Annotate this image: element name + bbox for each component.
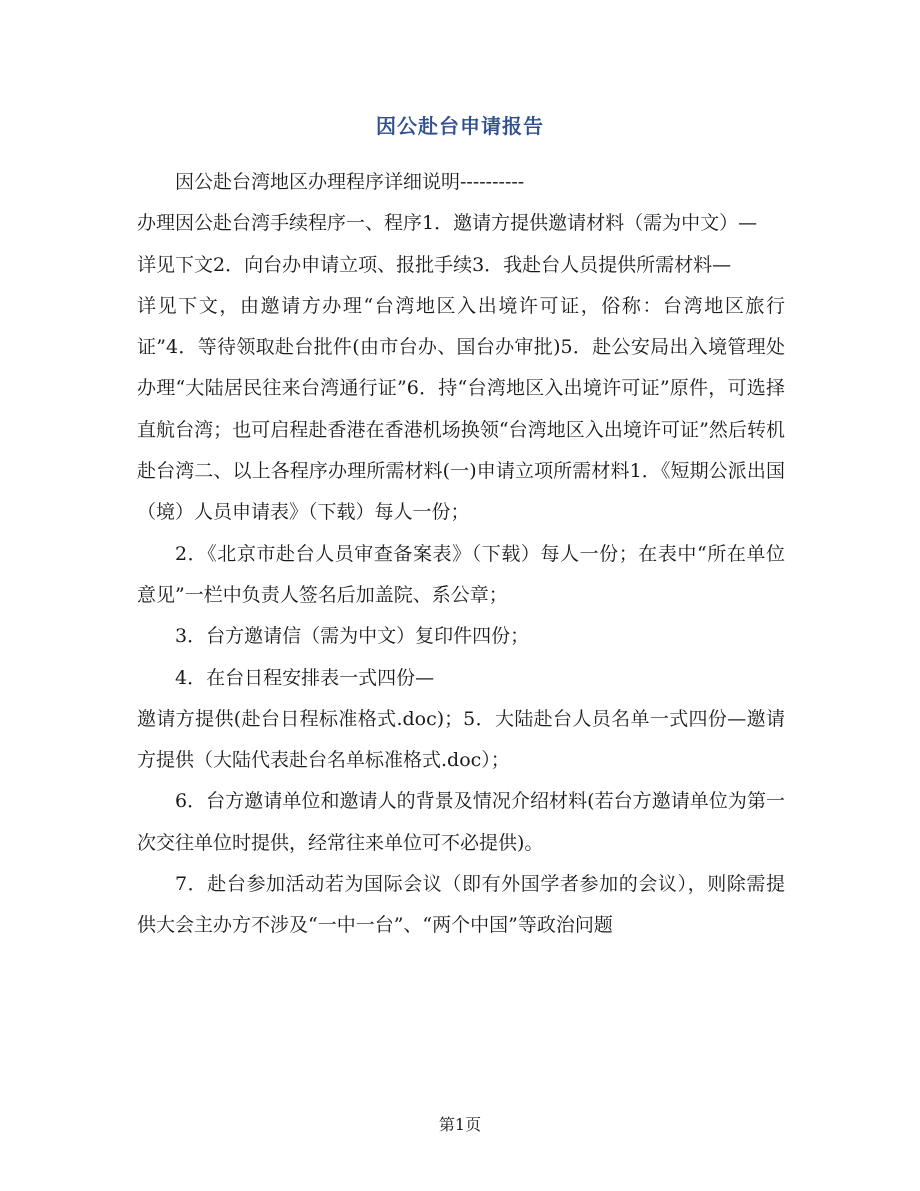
paragraph-7: 4．在台日程安排表一式四份— — [175, 666, 435, 689]
paragraph-5: 2．《北京市赴台人员审查备案表》（下载）每人一份；在表中“所在单位意见”一栏中负责人签名后加盖院、系公章； — [137, 542, 785, 606]
paragraph-3: 详见下文2．向台办申请立项、报批手续3．我赴台人员提供所需材料— — [137, 253, 732, 276]
paragraph-9: 6．台方邀请单位和邀请人的背景及情况介绍材料(若台方邀请单位为第一次交往单位时提供，经常往来单位可不必提供)。 — [137, 790, 785, 854]
paragraph-4: 详见下文，由邀请方办理“台湾地区入出境许可证，俗称：台湾地区旅行证”4．等待领取赴台批件(由市台办、国台办审批)5．赴公安局出入境管理处办理“大陆居民往来台湾通行证”6．持“台湾地区入出境许可证”原件，可选择直航台湾；也可启程赴香港在香港机场换领“台湾地区入出境许可证”然后转机赴台湾二、以上各程序办理所需材料(一)申请立项所需材料1．《短期公派出国（境）人员申请表》（下载）每人一份； — [137, 294, 785, 524]
page-number: 第1页 — [438, 1115, 482, 1134]
document-title: 因公赴台申请报告 — [376, 114, 544, 138]
document-body — [137, 162, 785, 947]
paragraph-2: 办理因公赴台湾手续程序一、程序1．邀请方提供邀请材料（需为中文）— — [137, 212, 758, 235]
paragraph-8: 邀请方提供(赴台日程标准格式.doc)；5．大陆赴台人员名单一式四份—邀请方提供（大陆代表赴台名单标准格式.doc）； — [137, 707, 785, 772]
paragraph-1: 因公赴台湾地区办理程序详细说明---------- — [175, 171, 525, 193]
paragraph-6: 3．台方邀请信（需为中文）复印件四份； — [175, 625, 530, 648]
paragraph-10: 7．赴台参加活动若为国际会议（即有外国学者参加的会议），则除需提供大会主办方不涉及“一中一台”、“两个中国”等政治问题 — [137, 873, 785, 937]
